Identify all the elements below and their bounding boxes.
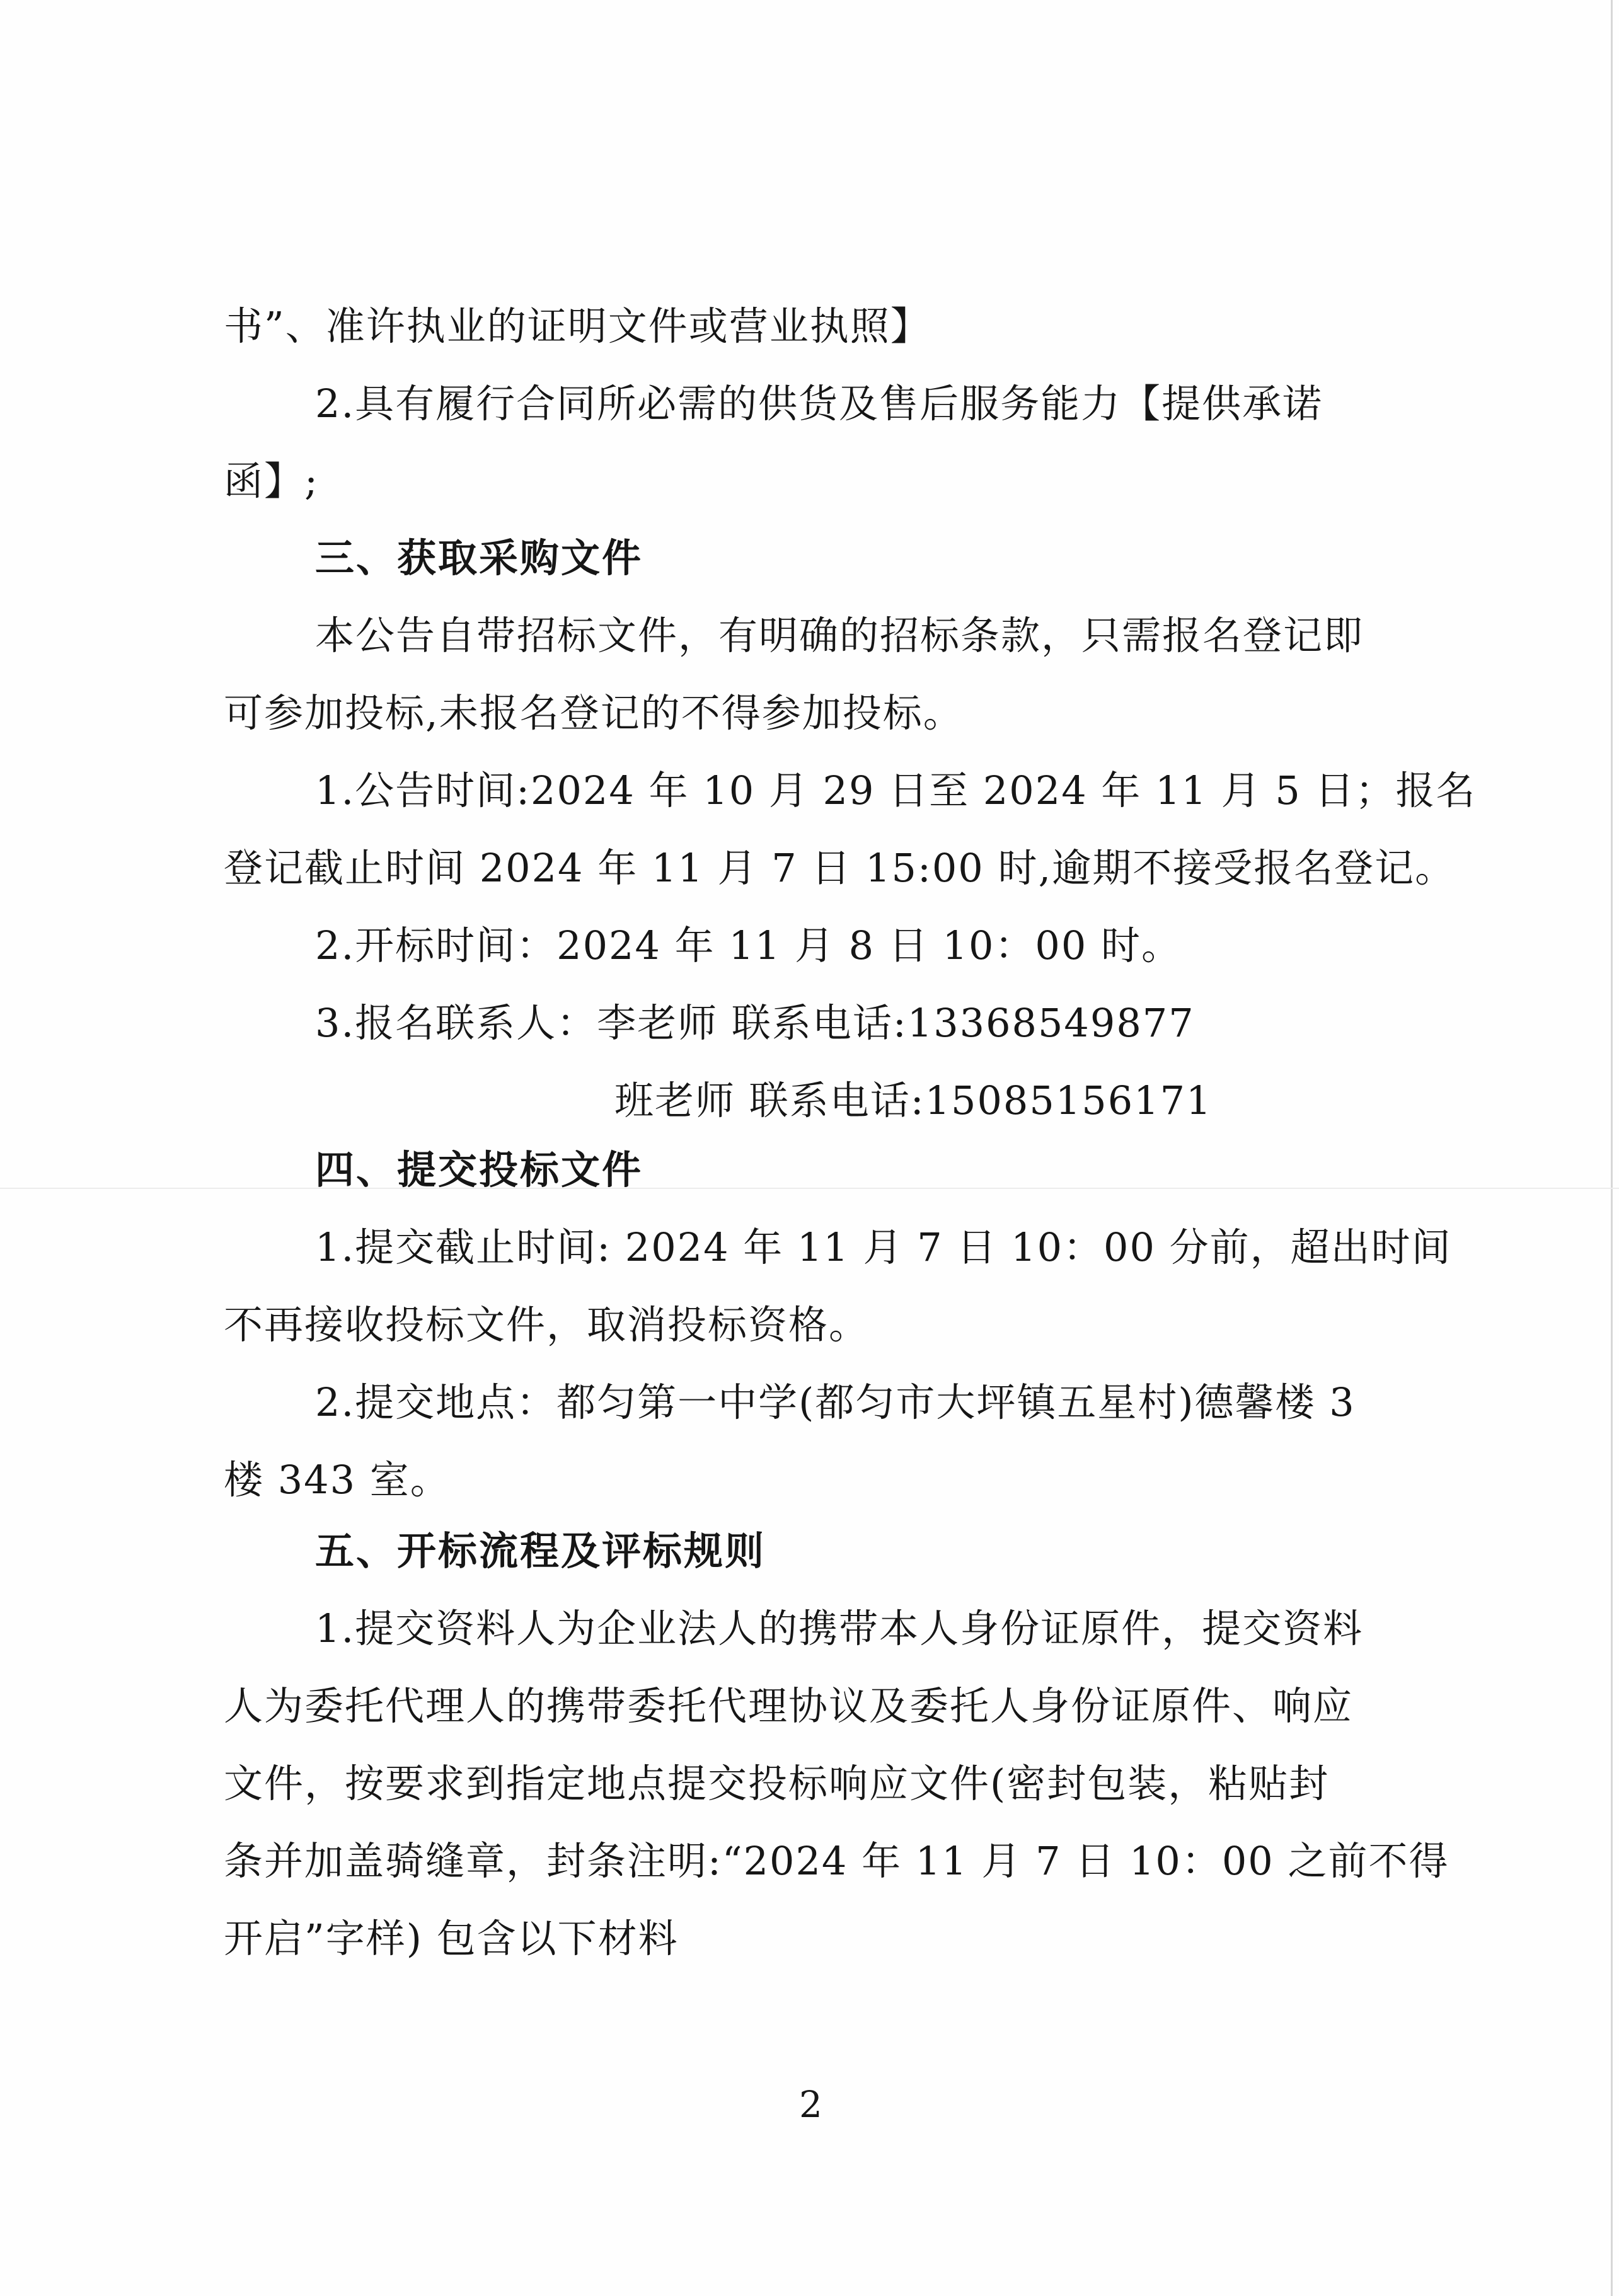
- text-line-19: 人为委托代理人的携带委托代理协议及委托人身份证原件、响应: [224, 1683, 1354, 1729]
- text-line-5: 本公告自带招标文件，有明确的招标条款，只需报名登记即: [315, 612, 1364, 658]
- text-line-18: 1.提交资料人为企业法人的携带本人身份证原件，提交资料: [315, 1605, 1364, 1651]
- text-line-20: 文件，按要求到指定地点提交投标响应文件(密封包装，粘贴封: [224, 1760, 1330, 1806]
- contact-line-2: 班老师 联系电话:15085156171: [614, 1077, 1213, 1123]
- text-line-7: 1.公告时间:2024 年 10 月 29 日至 2024 年 11 月 5 日；报名: [315, 767, 1477, 813]
- text-line-16: 楼 343 室。: [224, 1457, 451, 1503]
- section-heading-4: 四、提交投标文件: [315, 1147, 643, 1193]
- section-heading-3: 三、获取采购文件: [315, 535, 643, 581]
- text-line-15: 2.提交地点：都匀第一中学(都匀市大坪镇五星村)德馨楼 3: [315, 1379, 1356, 1425]
- section-heading-5: 五、开标流程及评标规则: [315, 1528, 766, 1574]
- text-line-8: 登记截止时间 2024 年 11 月 7 日 15:00 时,逾期不接受报名登记。: [224, 845, 1456, 891]
- page-fold-line: [0, 1188, 1619, 1189]
- page-number: 2: [799, 2083, 822, 2126]
- text-line-3: 函】;: [224, 458, 319, 504]
- text-line-21: 条并加盖骑缝章，封条注明:“2024 年 11 月 7 日 10：00 之前不得: [224, 1838, 1449, 1884]
- text-line-22: 开启”字样) 包含以下材料: [224, 1915, 679, 1961]
- text-line-9: 2.开标时间：2024 年 11 月 8 日 10：00 时。: [315, 922, 1182, 968]
- page-edge: [1611, 0, 1613, 2296]
- text-line-6: 可参加投标,未报名登记的不得参加投标。: [224, 690, 964, 736]
- text-line-13: 1.提交截止时间: 2024 年 11 月 7 日 10：00 分前，超出时间: [315, 1224, 1452, 1270]
- text-line-1: 书”、准许执业的证明文件或营业执照】: [224, 303, 931, 349]
- text-line-2: 2.具有履行合同所必需的供货及售后服务能力【提供承诺: [315, 381, 1323, 427]
- text-line-14: 不再接收投标文件，取消投标资格。: [224, 1302, 870, 1348]
- contact-line-1: 3.报名联系人：李老师 联系电话:13368549877: [315, 1000, 1195, 1046]
